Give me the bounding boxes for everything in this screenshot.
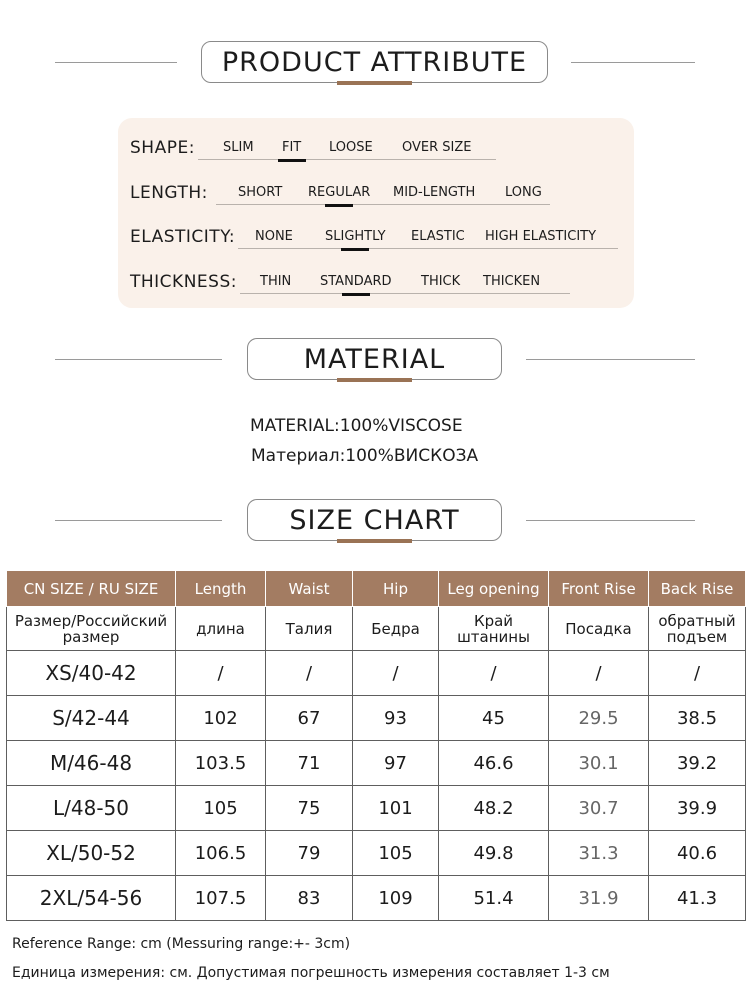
table-cell: 79 [266,831,353,876]
option-elastic: ELASTIC [411,229,465,244]
table-cell: 30.7 [549,786,649,831]
reference-range-note-ru: Единица измерения: см. Допустимая погрешность измерения составляет 1-3 см [12,965,610,981]
section-title-pill [247,499,502,541]
title-accent-bar [337,539,412,543]
subheader-cell: длина [176,607,266,651]
option-thicken: THICKEN [483,274,541,289]
attribute-row-elasticity [118,215,634,255]
option-short: SHORT [238,185,283,200]
option-thick: THICK [421,274,461,289]
attribute-row-length [118,171,634,211]
subheader-cell: Край штанины [439,607,549,651]
attribute-label: LENGTH: [130,183,208,203]
table-cell: 83 [266,876,353,921]
size-chart-header [0,499,750,549]
subheader-cell: Бедра [353,607,439,651]
table-cell: 41.3 [649,876,746,921]
table-cell: 29.5 [549,696,649,741]
table-row [7,696,746,741]
attribute-label: ELASTICITY: [130,227,236,247]
attribute-row-thickness [118,260,634,300]
table-cell: / [266,651,353,696]
option-none: NONE [255,229,293,244]
table-row [7,651,746,696]
table-cell: 39.9 [649,786,746,831]
divider-line-right [526,359,695,360]
option-over-size: OVER SIZE [402,140,472,155]
material-value: 100%VISCOSE [339,416,463,436]
option-slightly-selected: SLIGHTLY [325,229,386,244]
header-front-rise: Front Rise [549,571,649,607]
title-accent-bar [337,81,412,85]
attribute-underline [240,293,570,294]
subheader-cell: Размер/Российский размер [7,607,176,651]
table-cell: 109 [353,876,439,921]
option-mid-length: MID-LENGTH [393,185,476,200]
product-attribute-header [0,41,750,91]
divider-line-left [55,62,177,63]
size-cell: S/42-44 [7,696,176,741]
size-cell: XL/50-52 [7,831,176,876]
table-header-row [7,571,746,607]
size-cell: XS/40-42 [7,651,176,696]
divider-line-right [571,62,695,63]
section-title: SIZE CHART [289,504,460,536]
option-standard-selected: STANDARD [320,274,392,289]
material-value-ru: 100%ВИСКОЗА [345,446,479,466]
size-cell: 2XL/54-56 [7,876,176,921]
table-cell: 93 [353,696,439,741]
product-attributes-panel [118,118,634,308]
table-row [7,741,746,786]
table-cell: 38.5 [649,696,746,741]
table-cell: 97 [353,741,439,786]
table-cell: 30.1 [549,741,649,786]
material-label: MATERIAL: [250,416,340,436]
material-en [250,416,463,436]
header-back-rise: Back Rise [649,571,746,607]
section-title-pill [201,41,548,83]
header-cn-size: CN SIZE / RU SIZE [7,571,176,607]
divider-line-left [55,359,222,360]
material-ru [251,446,478,466]
table-row [7,876,746,921]
header-length: Length [176,571,266,607]
table-cell: 49.8 [439,831,549,876]
size-cell: L/48-50 [7,786,176,831]
table-cell: 48.2 [439,786,549,831]
table-row [7,786,746,831]
table-subheader-row [7,607,746,651]
section-title-pill [247,338,502,380]
table-cell: / [439,651,549,696]
table-cell: / [176,651,266,696]
option-high-elasticity: HIGH ELASTICITY [485,229,597,244]
table-cell: 101 [353,786,439,831]
table-cell: / [549,651,649,696]
header-hip: Hip [353,571,439,607]
table-cell: 102 [176,696,266,741]
divider-line-left [55,520,222,521]
option-regular-selected: REGULAR [308,185,371,200]
option-fit-selected: FIT [282,140,302,155]
table-cell: / [353,651,439,696]
table-cell: 45 [439,696,549,741]
divider-line-right [526,520,695,521]
attribute-underline [216,204,550,205]
reference-range-note: Reference Range: cm (Messuring range:+- 3cm) [12,936,351,952]
option-long: LONG [505,185,542,200]
header-waist: Waist [266,571,353,607]
option-loose: LOOSE [329,140,373,155]
subheader-cell: обратный подъем [649,607,746,651]
section-title: PRODUCT ATTRIBUTE [221,46,528,78]
option-thin: THIN [260,274,292,289]
subheader-cell: Посадка [549,607,649,651]
attribute-label: THICKNESS: [130,272,237,292]
table-cell: 105 [353,831,439,876]
size-cell: M/46-48 [7,741,176,786]
table-cell: 51.4 [439,876,549,921]
attribute-underline [238,248,618,249]
attribute-row-shape [118,126,634,166]
table-cell: 105 [176,786,266,831]
table-cell: 75 [266,786,353,831]
material-header [0,338,750,388]
table-cell: 67 [266,696,353,741]
subheader-cell: Талия [266,607,353,651]
table-cell: / [649,651,746,696]
title-accent-bar [337,378,412,382]
table-cell: 40.6 [649,831,746,876]
table-cell: 71 [266,741,353,786]
table-cell: 106.5 [176,831,266,876]
table-row [7,831,746,876]
table-cell: 31.9 [549,876,649,921]
option-slim: SLIM [223,140,254,155]
attribute-underline [198,159,496,160]
table-cell: 46.6 [439,741,549,786]
material-label-ru: Материал: [251,446,346,466]
table-cell: 107.5 [176,876,266,921]
size-chart-table [6,570,746,921]
attribute-label: SHAPE: [130,138,195,158]
table-cell: 31.3 [549,831,649,876]
header-leg-opening: Leg opening [439,571,549,607]
table-cell: 103.5 [176,741,266,786]
section-title: MATERIAL [303,343,446,375]
table-cell: 39.2 [649,741,746,786]
